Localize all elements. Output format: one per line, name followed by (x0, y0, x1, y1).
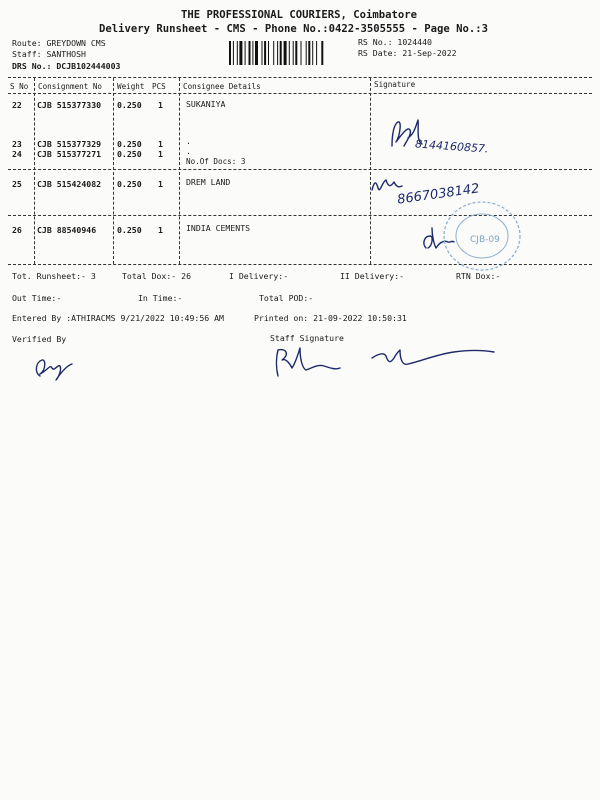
table-top-rule (8, 77, 592, 78)
table-header-rule (8, 93, 592, 94)
staff-signature (268, 344, 500, 378)
verified-by-label: Verified By (12, 334, 67, 344)
barcode-bar (264, 41, 266, 65)
table-row-weight: 0.250 (117, 100, 142, 110)
tot-runsheet: Tot. Runsheet:- 3 (12, 271, 96, 281)
table-row-details: SUKANIYA (186, 99, 226, 109)
table-row-consignment: CJB 515377330 (37, 100, 102, 110)
barcode-bar (277, 41, 278, 65)
col-header-consignment: Consignment No (38, 82, 103, 91)
courier-stamp (438, 196, 524, 274)
barcode-bar (289, 41, 290, 65)
stamp-text: CJB-09 (470, 235, 500, 245)
barcode-bar (237, 41, 238, 65)
rs-date: RS Date: 21-Sep-2022 (358, 48, 457, 58)
barcode-bar (280, 41, 282, 65)
barcode-bar (262, 41, 263, 65)
rtn-dox: RTN Dox:- (456, 271, 501, 281)
barcode-bar (284, 41, 287, 65)
staff-label: Staff: SANTHOSH (12, 49, 86, 59)
col-header-sno: S No (10, 82, 29, 91)
in-time: In Time:- (138, 293, 183, 303)
barcode-bar (233, 41, 234, 65)
col-sep (370, 78, 371, 264)
col-header-consignee: Consignee Details (183, 82, 261, 91)
table-row-pcs: 1 (158, 149, 163, 159)
out-time: Out Time:- (12, 293, 62, 303)
barcode-bar (229, 41, 231, 65)
table-row-sno: 22 (12, 100, 22, 110)
barcode-bar (301, 41, 302, 65)
table-row-weight: 0.250 (117, 225, 142, 235)
col-header-weight: Weight (117, 82, 145, 91)
barcode-bar (273, 41, 274, 65)
total-pod: Total POD:- (259, 293, 314, 303)
staff-signature-label: Staff Signature (270, 333, 344, 343)
table-row-consignment: CJB 515424082 (37, 179, 102, 189)
table-row-pcs: 1 (158, 139, 163, 149)
i-delivery: I Delivery:- (229, 271, 289, 281)
barcode (229, 41, 351, 65)
verified-by-signature (30, 350, 80, 382)
handwritten-phone-2: 8667038142 (396, 181, 481, 208)
handwritten-phone-1: 8144160857. (414, 137, 489, 156)
table-row-weight: 0.250 (117, 149, 142, 159)
table-row-sno: 24 (12, 149, 22, 159)
table-row-weight: 0.250 (117, 179, 142, 189)
table-row-consignment: CJB 88540946 (37, 225, 97, 235)
printed-on: Printed on: 21-09-2022 10:50:31 (254, 313, 407, 323)
barcode-bar (245, 41, 246, 65)
col-sep (179, 78, 180, 264)
table-row-details: INDIA CEMENTS (186, 223, 251, 233)
barcode-bar (239, 41, 242, 65)
docs-count: No.Of Docs: 3 (186, 157, 246, 166)
runsheet-title: Delivery Runsheet - CMS - Phone No.:0422-3505555 - Page No.:3 (99, 23, 489, 35)
route-label: Route: GREYDOWN CMS (12, 38, 106, 48)
col-header-signature: Signature (374, 80, 416, 89)
barcode-bar (293, 41, 294, 65)
ii-delivery: II Delivery:- (340, 271, 405, 281)
table-row-pcs: 1 (158, 100, 163, 110)
barcode-bar (308, 41, 310, 65)
barcode-bar (295, 41, 297, 65)
table-row-sno: 25 (12, 179, 22, 189)
barcode-bar (321, 41, 323, 65)
barcode-bar (249, 41, 251, 65)
table-row-consignment: CJB 515377329 (37, 139, 102, 149)
barcode-bar (312, 41, 313, 65)
barcode-bar (252, 41, 253, 65)
col-header-pcs: PCS (152, 82, 166, 91)
table-row-details: DREM LAND (186, 177, 231, 187)
rs-number: RS No.: 1024440 (358, 37, 432, 47)
entered-by: Entered By :ATHIRACMS 9/21/2022 10:49:56 AM (12, 313, 224, 323)
total-dox: Total Dox:- 26 (122, 271, 192, 281)
barcode-bar (255, 41, 258, 65)
barcode-bar (268, 41, 269, 65)
row-rule (8, 169, 592, 170)
col-sep (34, 78, 35, 264)
table-row-pcs: 1 (158, 225, 163, 235)
table-row-weight: 0.250 (117, 139, 142, 149)
table-row-sno: 23 (12, 139, 22, 149)
drs-number: DRS No.: DCJB102444003 (12, 61, 121, 71)
barcode-bar (306, 41, 307, 65)
col-sep (113, 78, 114, 264)
table-row-pcs: 1 (158, 179, 163, 189)
table-row-consignment: CJB 515377271 (37, 149, 102, 159)
company-title: THE PROFESSIONAL COURIERS, Coimbatore (181, 9, 417, 21)
table-row-details: . (186, 146, 191, 156)
table-row-sno: 26 (12, 225, 22, 235)
barcode-bar (316, 41, 317, 65)
table-row-details: . (186, 136, 191, 146)
